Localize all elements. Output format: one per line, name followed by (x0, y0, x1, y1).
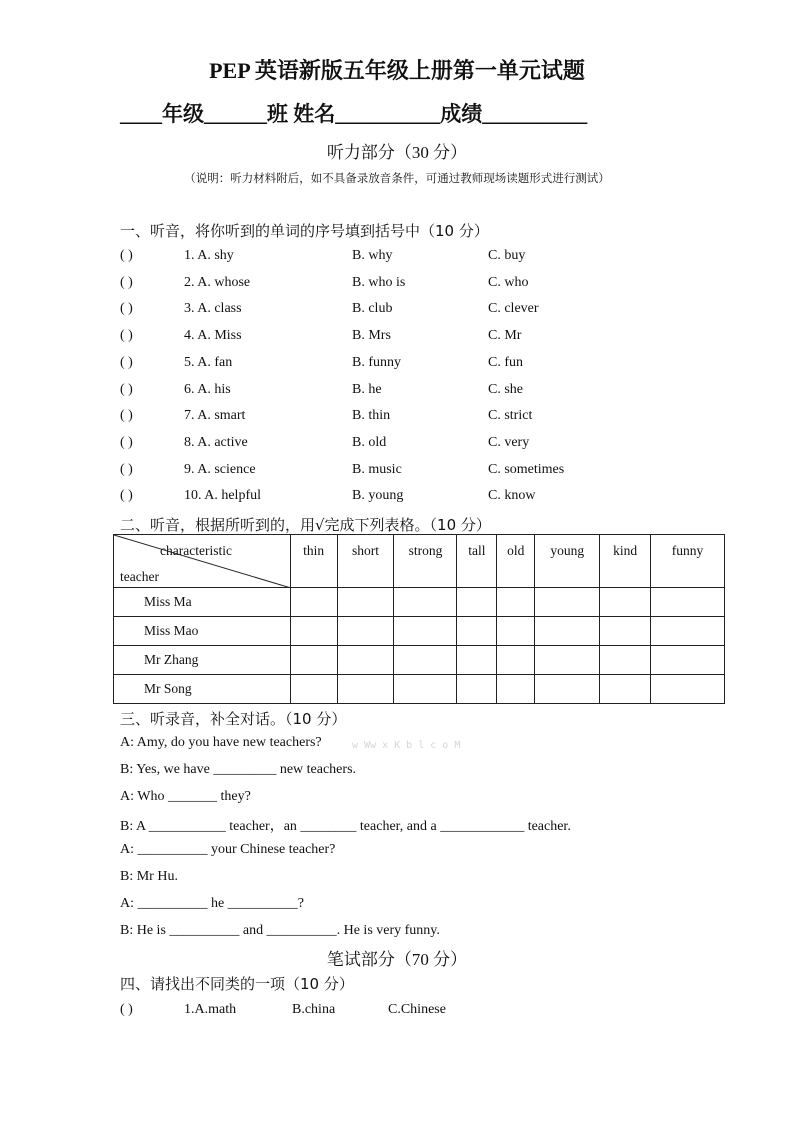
answer-blank: ( ) (120, 488, 133, 504)
table-row (114, 675, 725, 704)
check-cell[interactable] (457, 588, 497, 617)
teacher-name-cell: Miss Ma (114, 588, 291, 617)
column-header: short (337, 535, 394, 588)
option-b: B. music (352, 461, 402, 477)
dialogue-line: A: __________ your Chinese teacher? (120, 842, 336, 858)
table-row (114, 646, 725, 675)
part1-heading: 一、听音，将你听到的单词的序号填到括号中（10 分） (120, 222, 489, 240)
option-a: 4. A. Miss (184, 328, 242, 344)
watermark-text: w Ww x K b l c o M (352, 740, 461, 751)
option-a: 6. A. his (184, 381, 231, 397)
check-cell[interactable] (290, 617, 337, 646)
option-b: B. club (352, 301, 393, 317)
dialogue-line: B: Mr Hu. (120, 869, 178, 884)
check-cell[interactable] (651, 646, 725, 675)
student-info-line: ____年级______班 姓名__________成绩__________ (120, 102, 588, 126)
part2-heading: 二、听音，根据所听到的，用√完成下列表格。（10 分） (120, 516, 491, 534)
option-b: B. who is (352, 274, 406, 290)
option-a: 1. A. shy (184, 248, 234, 263)
option-b: B. funny (352, 354, 401, 370)
answer-blank: ( ) (120, 328, 133, 344)
column-header: old (497, 535, 535, 588)
option-a: 8. A. active (184, 434, 248, 450)
answer-blank: ( ) (120, 408, 133, 424)
answer-blank: ( ) (120, 381, 133, 397)
option-a: 10. A. helpful (184, 488, 261, 504)
option-c: C. strict (488, 408, 533, 424)
dialogue-line: B: A ___________ teacher，an ________ teacher, and a ____________ teacher. (120, 819, 571, 835)
column-header: young (535, 535, 600, 588)
column-header: strong (394, 535, 457, 588)
check-cell[interactable] (394, 646, 457, 675)
option-c: C. buy (488, 248, 526, 263)
part4-option-a: 1.A.math (184, 1002, 237, 1017)
teacher-name-cell: Miss Mao (114, 617, 291, 646)
check-cell[interactable] (600, 588, 651, 617)
dialogue-line: A: __________ he __________? (120, 895, 304, 911)
option-a: 9. A. science (184, 461, 256, 477)
check-cell[interactable] (651, 588, 725, 617)
check-cell[interactable] (600, 646, 651, 675)
corner-label-characteristic: characteristic (160, 543, 232, 558)
check-cell[interactable] (651, 617, 725, 646)
check-cell[interactable] (651, 675, 725, 704)
check-cell[interactable] (290, 588, 337, 617)
option-c: C. sometimes (488, 461, 565, 477)
table-corner-cell (114, 535, 291, 588)
check-cell[interactable] (290, 675, 337, 704)
option-b: B. thin (352, 408, 391, 424)
dialogue-line: B: Yes, we have _________ new teachers. (120, 761, 357, 777)
answer-blank: ( ) (120, 461, 133, 477)
option-a: 2. A. whose (184, 274, 251, 290)
teacher-characteristic-table (113, 534, 725, 704)
check-cell[interactable] (497, 675, 535, 704)
check-cell[interactable] (394, 588, 457, 617)
check-cell[interactable] (497, 646, 535, 675)
option-a: 5. A. fan (184, 354, 233, 370)
listening-section-title: 听力部分（30 分） (326, 143, 468, 162)
table-row (114, 617, 725, 646)
check-cell[interactable] (497, 588, 535, 617)
part3-heading: 三、听录音，补全对话。（10 分） (120, 710, 347, 728)
check-cell[interactable] (600, 675, 651, 704)
part4-option-b: B.china (292, 1002, 336, 1017)
check-cell[interactable] (600, 617, 651, 646)
answer-blank: ( ) (120, 434, 133, 450)
corner-label-teacher: teacher (120, 569, 159, 584)
teacher-name-cell: Mr Song (114, 675, 291, 704)
option-b: B. Mrs (352, 328, 391, 344)
part4-heading: 四、请找出不同类的一项（10 分） (120, 975, 354, 993)
dialogue-line: A: Amy, do you have new teachers? (120, 735, 322, 750)
table-header-row (114, 535, 725, 588)
column-header: kind (600, 535, 651, 588)
option-b: B. why (352, 248, 393, 263)
check-cell[interactable] (457, 646, 497, 675)
check-cell[interactable] (337, 617, 394, 646)
option-b: B. old (352, 434, 387, 450)
option-b: B. young (352, 488, 404, 504)
option-c: C. Mr (488, 328, 522, 344)
column-header: thin (290, 535, 337, 588)
option-c: C. fun (488, 354, 523, 370)
dialogue-line: B: He is __________ and __________. He is very funny. (120, 922, 440, 938)
check-cell[interactable] (394, 617, 457, 646)
table-row (114, 588, 725, 617)
check-cell[interactable] (535, 588, 600, 617)
teacher-name-cell: Mr Zhang (114, 646, 291, 675)
option-a: 7. A. smart (184, 408, 246, 424)
check-cell[interactable] (497, 617, 535, 646)
listening-note: （说明：听力材料附后，如不具备录放音条件，可通过教师现场读题形式进行测试） (184, 173, 610, 185)
option-c: C. know (488, 488, 536, 504)
check-cell[interactable] (394, 675, 457, 704)
part4-option-c: C.Chinese (388, 1002, 446, 1017)
check-cell[interactable] (457, 675, 497, 704)
column-header: funny (651, 535, 725, 588)
check-cell[interactable] (535, 617, 600, 646)
part4-answer-blank: ( ) (120, 1002, 133, 1017)
check-cell[interactable] (337, 675, 394, 704)
answer-blank: ( ) (120, 354, 133, 370)
answer-blank: ( ) (120, 301, 133, 317)
dialogue-line: A: Who _______ they? (120, 788, 251, 804)
check-cell[interactable] (290, 646, 337, 675)
option-c: C. clever (488, 301, 539, 317)
check-cell[interactable] (535, 646, 600, 675)
check-cell[interactable] (535, 675, 600, 704)
answer-blank: ( ) (120, 274, 133, 290)
check-cell[interactable] (457, 617, 497, 646)
check-cell[interactable] (337, 588, 394, 617)
option-a: 3. A. class (184, 301, 242, 317)
check-cell[interactable] (337, 646, 394, 675)
option-c: C. who (488, 274, 529, 290)
option-c: C. very (488, 434, 530, 450)
option-c: C. she (488, 381, 523, 397)
page-title: PEP 英语新版五年级上册第一单元试题 (209, 58, 585, 83)
written-section-title: 笔试部分（70 分） (326, 950, 468, 969)
column-header: tall (457, 535, 497, 588)
answer-blank: ( ) (120, 248, 133, 263)
option-b: B. he (352, 381, 382, 397)
